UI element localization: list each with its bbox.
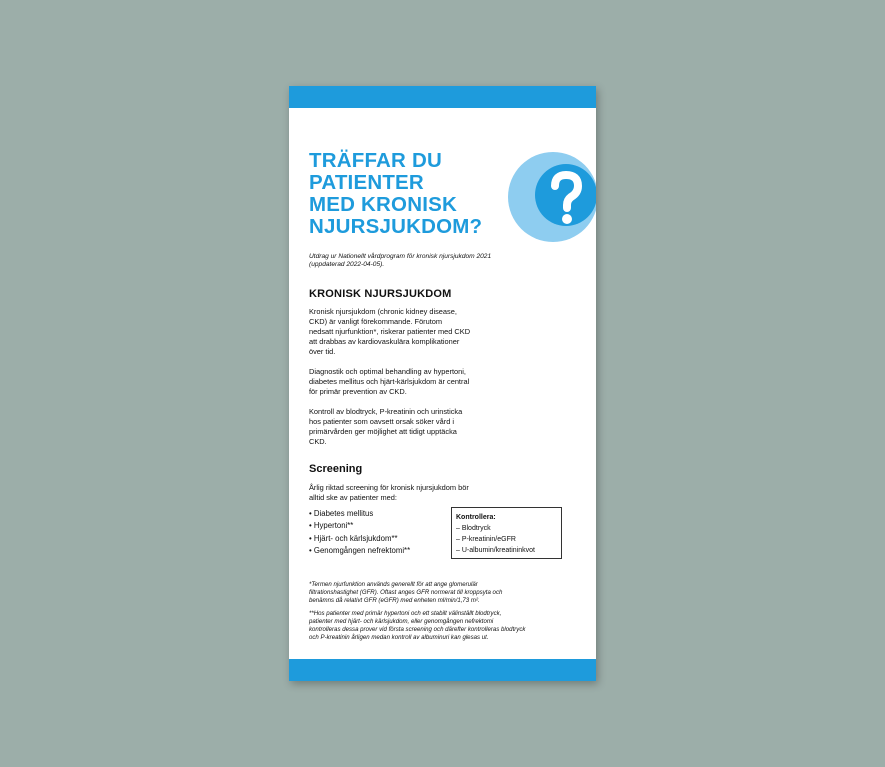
title-line: PATIENTER bbox=[309, 171, 424, 194]
list-item: • Diabetes mellitus bbox=[309, 509, 374, 518]
list-item: – Blodtryck bbox=[456, 525, 491, 532]
list-item: – P-kreatinin/eGFR bbox=[456, 536, 516, 543]
leaflet bbox=[289, 86, 596, 681]
list-item: • Hjärt- och kärlsjukdom** bbox=[309, 533, 398, 543]
screening-heading: Screening bbox=[309, 463, 363, 475]
section-heading: KRONISK NJURSJUKDOM bbox=[309, 288, 452, 300]
title-line: MED KRONISK bbox=[309, 193, 457, 216]
controls-list bbox=[456, 523, 557, 556]
title-line: TRÄFFAR DU bbox=[309, 149, 442, 172]
question-mark-icon bbox=[508, 147, 596, 247]
controls-box bbox=[451, 507, 562, 559]
screening-intro: Årlig riktad screening för kronisk njursjukdom bör alltid ske av patienter med: bbox=[309, 483, 469, 502]
list-item: • Genomgången nefrektomi** bbox=[309, 545, 411, 555]
document-subtitle: Utdrag ur Nationellt vårdprogram för kronisk njursjukdom 2021 (uppdaterad 2022-04-05). bbox=[309, 253, 492, 268]
document-title bbox=[309, 150, 514, 238]
screening-list bbox=[309, 508, 410, 557]
controls-title: Kontrollera: bbox=[456, 514, 496, 521]
list-item: • Hypertoni** bbox=[309, 521, 354, 531]
footnote-1: *Termen njurfunktion används generellt för att ange glomerulär filtrationshastighet (GFR). Oftast anges GFR normerat till kroppsyta och benämns då relativt GFR (eGFR) med enheten ml/min/1,73 m². bbox=[309, 581, 503, 604]
paragraph-control: Kontroll av blodtryck, P-kreatinin och urinsticka hos patienter som oavsett orsak söker vård i primärvården ger möjlighet att tidigt upptäcka CKD. bbox=[309, 407, 463, 446]
bottom-color-band bbox=[289, 659, 596, 681]
footnote-2: **Hos patienter med primär hypertoni och ett stabilt välinställt blodtryck, patienter med hjärt- och kärlsjukdom, eller genomgången nefrektomi kontrolleras dessa prover vid första screening och därefter kontrolleras blodtryck och P-kreatinin årligen medan kontroll av albuminuri kan glesas ut. bbox=[309, 610, 526, 641]
paragraph-diagnostics: Diagnostik och optimal behandling av hypertoni, diabetes mellitus och hjärt-kärlsjukdom är central för primär prevention av CKD. bbox=[309, 367, 470, 396]
paragraph-intro: Kronisk njursjukdom (chronic kidney disease, CKD) är vanligt förekommande. Förutom nedsatt njurfunktion*, riskerar patienter med CKD att drabbas av kardiovaskulära komplikationer över tid. bbox=[309, 307, 471, 356]
top-color-band bbox=[289, 86, 596, 108]
title-line: NJURSJUKDOM? bbox=[309, 215, 483, 238]
list-item: – U-albumin/kreatininkvot bbox=[456, 547, 535, 554]
